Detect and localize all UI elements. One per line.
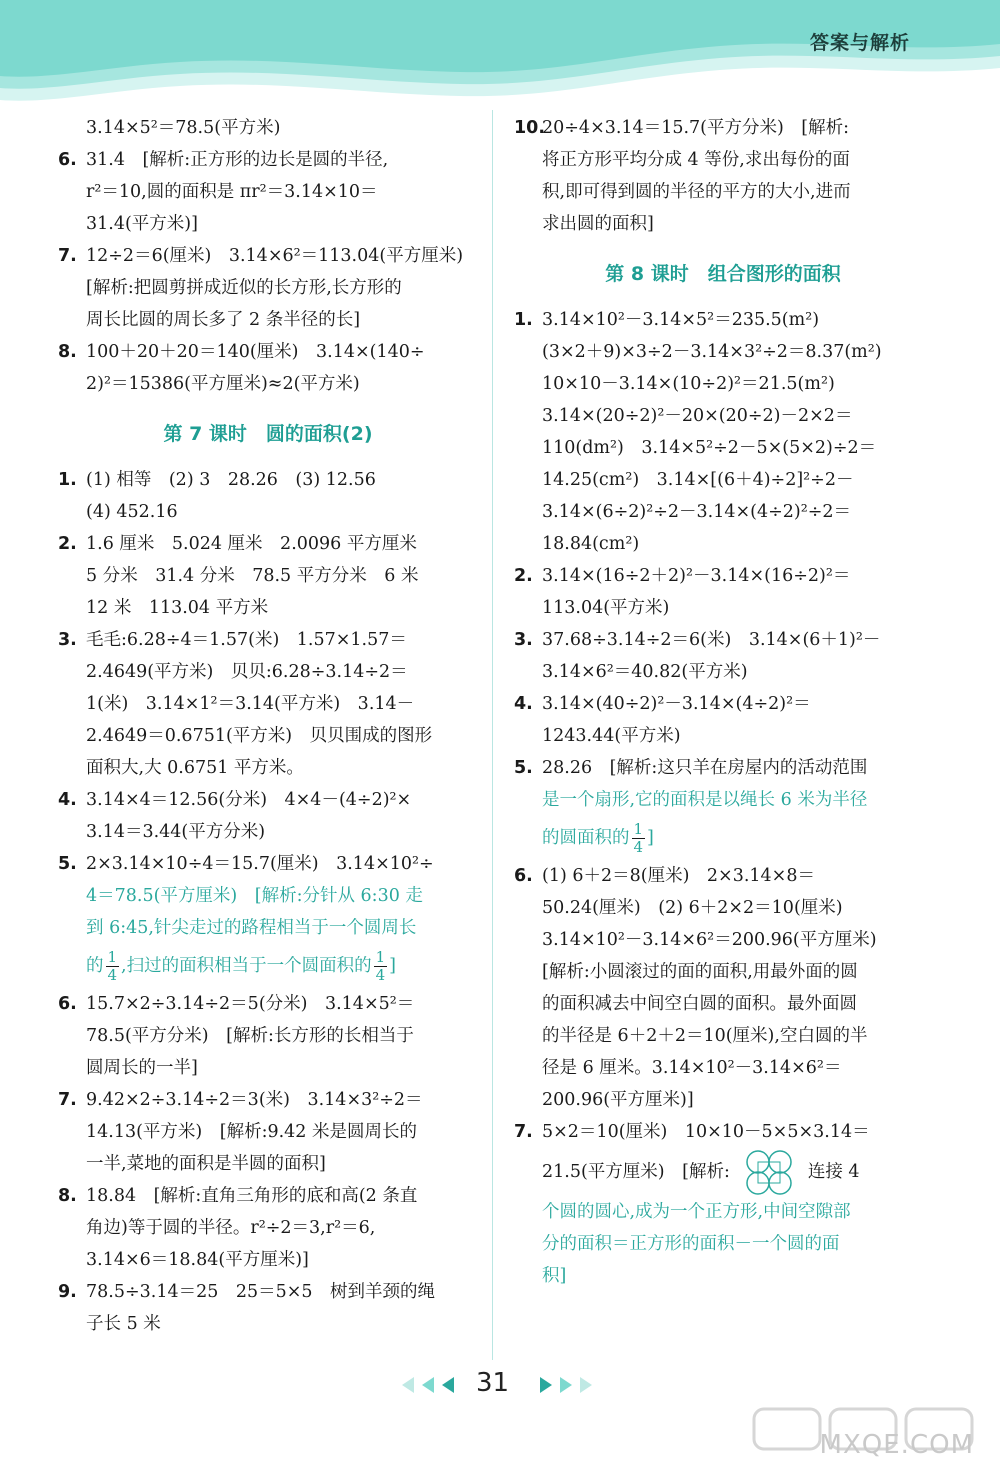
answer-line: 100＋20＋20＝140(厘米) 3.14×(140÷ <box>86 342 425 362</box>
answer-item <box>514 688 932 752</box>
answer-item <box>58 988 478 1084</box>
left-column <box>58 112 478 1340</box>
answer-line: (1) 相等 (2) 3 28.26 (3) 12.56 <box>86 470 376 490</box>
answer-line: 3.14×5²＝78.5(平方米) <box>86 118 281 138</box>
fraction-one-quarter <box>632 821 646 856</box>
answer-item <box>514 860 932 1116</box>
answer-line: 4＝78.5(平方厘米) [解析:分针从 6:30 走 <box>86 886 423 906</box>
text-segment: ,扫过的面积相当于一个圆面积的 <box>121 956 372 976</box>
left-top-line <box>58 112 478 144</box>
answer-number: 7. <box>514 1122 533 1142</box>
answer-number: 4. <box>58 790 77 810</box>
answer-line: 31.4 [解析:正方形的边长是圆的半径, <box>86 150 389 170</box>
answer-line: 3.14×6²＝40.82(平方米) <box>542 662 748 682</box>
answer-number: 3. <box>58 630 77 650</box>
answer-line: 到 6:45,针尖走过的路程相当于一个圆周长 <box>86 918 417 938</box>
answer-item <box>58 528 478 624</box>
left-answers-c <box>58 988 478 1340</box>
answer-item <box>514 112 932 240</box>
answer-number: 2. <box>58 534 77 554</box>
answer-line: 求出圆的面积] <box>542 214 654 234</box>
answer-number: 1. <box>514 310 533 330</box>
answer-line: 子长 5 米 <box>86 1314 161 1334</box>
answer-item-6-right <box>514 860 932 1116</box>
answer-line: 积] <box>542 1266 567 1286</box>
page-number: 31 <box>476 1368 510 1398</box>
answer-item <box>58 1084 478 1180</box>
answer-item <box>58 624 478 784</box>
answer-line: 2.4649＝0.6751(平方米) 贝贝围成的图形 <box>86 726 433 746</box>
answer-line: 3.14×10²－3.14×6²＝200.96(平方厘米) <box>542 930 877 950</box>
fraction-numerator: 1 <box>107 948 118 966</box>
answer-item-5-right <box>514 752 932 860</box>
answer-line: 3.14×(40÷2)²－3.14×(4÷2)²＝ <box>542 694 811 714</box>
answer-line: 31.4(平方米)] <box>86 214 198 234</box>
answer-line: 9.42×2÷3.14÷2＝3(米) 3.14×3²÷2＝ <box>86 1090 423 1110</box>
answer-item <box>514 560 932 624</box>
answer-line: 径是 6 厘米。3.14×10²－3.14×6²＝ <box>542 1058 842 1078</box>
header-title: 答案与解析 <box>809 32 910 54</box>
answer-item <box>58 1276 478 1340</box>
answer-line: 周长比圆的周长多了 2 条半径的长] <box>86 310 361 330</box>
section-title-lesson-8: 第 8 课时 组合图形的面积 <box>605 263 841 285</box>
left-answers-a <box>58 144 478 400</box>
answer-line: 28.26 [解析:这只羊在房屋内的活动范围 <box>542 758 868 778</box>
right-answers-b <box>514 304 932 752</box>
answer-line: 面积大,大 0.6751 平方米。 <box>86 758 304 778</box>
section-title-lesson-7: 第 7 课时 圆的面积(2) <box>163 423 373 445</box>
answer-line: 2)²＝15386(平方厘米)≈2(平方米) <box>86 374 360 394</box>
answer-number: 2. <box>514 566 533 586</box>
answer-line: (4) 452.16 <box>86 502 178 522</box>
text-segment: 的圆面积的 <box>542 828 630 848</box>
text-segment: 21.5(平方厘米) [解析: <box>542 1162 730 1182</box>
header-wave-band <box>0 0 1000 110</box>
answer-line: 10×10－3.14×(10÷2)²＝21.5(m²) <box>542 374 835 394</box>
fraction-numerator: 1 <box>633 820 644 838</box>
answer-number: 3. <box>514 630 533 650</box>
answer-line-fraction <box>542 816 932 860</box>
right-answers-a <box>514 112 932 240</box>
answer-line: 12 米 113.04 平方米 <box>86 598 269 618</box>
answer-item <box>58 464 478 528</box>
four-circles-figure-icon <box>738 1149 800 1195</box>
left-answers-b <box>58 464 478 848</box>
answer-number: 8. <box>58 1186 77 1206</box>
answer-number: 8. <box>58 342 77 362</box>
answer-item <box>58 336 478 400</box>
answer-line-figure <box>542 1148 932 1196</box>
answer-line: 78.5÷3.14＝25 25＝5×5 树到羊颈的绳 <box>86 1282 436 1302</box>
answer-line: 200.96(平方厘米)] <box>542 1090 694 1110</box>
right-column <box>514 112 932 1292</box>
answer-line: 2.4649(平方米) 贝贝:6.28÷3.14÷2＝ <box>86 662 408 682</box>
answer-line: 毛毛:6.28÷4＝1.57(米) 1.57×1.57＝ <box>86 630 407 650</box>
answer-line: 3.14×10²－3.14×5²＝235.5(m²) <box>542 310 820 330</box>
answer-number: 5. <box>58 854 77 874</box>
text-segment: 连接 4 <box>807 1162 860 1182</box>
fraction-one-quarter <box>106 949 120 984</box>
answer-line: 3.14×(16÷2＋2)²－3.14×(16÷2)²＝ <box>542 566 851 586</box>
answer-line: 37.68÷3.14÷2＝6(米) 3.14×(6＋1)²－ <box>542 630 881 650</box>
answer-line: 1.6 厘米 5.024 厘米 2.0096 平方厘米 <box>86 534 417 554</box>
text-segment: 的 <box>86 956 104 976</box>
answer-number: 7. <box>58 246 77 266</box>
fraction-denominator: 4 <box>375 966 386 984</box>
answer-number: 6. <box>514 866 533 886</box>
answer-item <box>58 240 478 336</box>
answer-line: 一半,菜地的面积是半圆的面积] <box>86 1154 326 1174</box>
answer-item <box>58 1180 478 1276</box>
answer-line: (3×2＋9)×3÷2－3.14×3²÷2＝8.37(m²) <box>542 342 882 362</box>
answer-item <box>514 304 932 560</box>
right-arrows-icon <box>528 1374 596 1396</box>
answer-line: 5×2＝10(厘米) 10×10－5×5×3.14＝ <box>542 1122 870 1142</box>
answer-number: 7. <box>58 1090 77 1110</box>
answer-number: 5. <box>514 758 533 778</box>
answer-line: 圆周长的一半] <box>86 1058 198 1078</box>
answer-number: 6. <box>58 150 77 170</box>
answer-line: 是一个扇形,它的面积是以绳长 6 米为半径 <box>542 790 868 810</box>
fraction-denominator: 4 <box>633 838 644 856</box>
answer-number: 6. <box>58 994 77 1014</box>
text-segment: ] <box>389 956 396 976</box>
answer-line: 12÷2＝6(厘米) 3.14×6²＝113.04(平方厘米) <box>86 246 464 266</box>
answer-line: 1(米) 3.14×1²＝3.14(平方米) 3.14－ <box>86 694 415 714</box>
answer-line: 3.14×(20÷2)²－20×(20÷2)－2×2＝ <box>542 406 853 426</box>
answer-line: 个圆的圆心,成为一个正方形,中间空隙部 <box>542 1202 851 1222</box>
answer-line: 18.84 [解析:直角三角形的底和高(2 条直 <box>86 1186 418 1206</box>
answer-line: 110(dm²) 3.14×5²÷2－5×(5×2)÷2＝ <box>542 438 877 458</box>
answer-line: (1) 6＋2＝8(厘米) 2×3.14×8＝ <box>542 866 815 886</box>
answer-line: 50.24(厘米) (2) 6＋2×2＝10(厘米) <box>542 898 843 918</box>
answer-line: 78.5(平方分米) [解析:长方形的长相当于 <box>86 1026 414 1046</box>
answer-line: 3.14＝3.44(平方分米) <box>86 822 266 842</box>
fraction-numerator: 1 <box>375 948 386 966</box>
answer-line: 3.14×(6÷2)²÷2－3.14×(4÷2)²÷2＝ <box>542 502 852 522</box>
answer-line: 3.14×6＝18.84(平方厘米)] <box>86 1250 309 1270</box>
answer-line-fraction <box>86 944 478 988</box>
answer-line: 2×3.14×10÷4＝15.7(厘米) 3.14×10²÷ <box>86 854 434 874</box>
answer-line: 5 分米 31.4 分米 78.5 平方分米 6 米 <box>86 566 419 586</box>
answer-line: 1243.44(平方米) <box>542 726 681 746</box>
column-divider <box>492 110 493 1360</box>
answer-line: 14.13(平方米) [解析:9.42 米是圆周长的 <box>86 1122 418 1142</box>
fraction-denominator: 4 <box>107 966 118 984</box>
watermark-text: MXQE.COM <box>819 1430 974 1460</box>
answer-line: 113.04(平方米) <box>542 598 670 618</box>
answer-line: 角边)等于圆的半径。r²÷2＝3,r²＝6, <box>86 1218 376 1238</box>
answer-number: 10. <box>514 118 546 138</box>
answer-line: r²＝10,圆的面积是 πr²＝3.14×10＝ <box>86 182 378 202</box>
answer-item-7-right <box>514 1116 932 1292</box>
answer-line: 3.14×4＝12.56(分米) 4×4－(4÷2)²× <box>86 790 412 810</box>
text-segment: ] <box>647 828 654 848</box>
answer-item <box>514 624 932 688</box>
answer-item-5-left <box>58 848 478 988</box>
answer-item <box>58 784 478 848</box>
answer-line: 将正方形平均分成 4 等份,求出每份的面 <box>542 150 850 170</box>
answer-line: 14.25(cm²) 3.14×[(6＋4)÷2]²÷2－ <box>542 470 854 490</box>
answer-line: 积,即可得到圆的半径的平方的大小,进而 <box>542 182 851 202</box>
answer-line: [解析:把圆剪拼成近似的长方形,长方形的 <box>86 278 402 298</box>
answer-line: 15.7×2÷3.14÷2＝5(分米) 3.14×5²＝ <box>86 994 415 1014</box>
fraction-one-quarter <box>374 949 388 984</box>
answer-line: [解析:小圆滚过的面的面积,用最外面的圆 <box>542 962 858 982</box>
answer-number: 9. <box>58 1282 77 1302</box>
answer-line: 分的面积＝正方形的面积－一个圆的面 <box>542 1234 840 1254</box>
answer-line: 18.84(cm²) <box>542 534 640 554</box>
answer-line: 的面积减去中间空白圆的面积。最外面圆 <box>542 994 857 1014</box>
answer-line: 20÷4×3.14＝15.7(平方分米) [解析: <box>542 118 850 138</box>
answer-number: 1. <box>58 470 77 490</box>
page-header <box>0 0 1000 110</box>
answer-number: 4. <box>514 694 533 714</box>
answer-item <box>58 144 478 240</box>
answer-line: 的半径是 6＋2＋2＝10(厘米),空白圆的半 <box>542 1026 868 1046</box>
left-arrows-icon <box>398 1374 466 1396</box>
